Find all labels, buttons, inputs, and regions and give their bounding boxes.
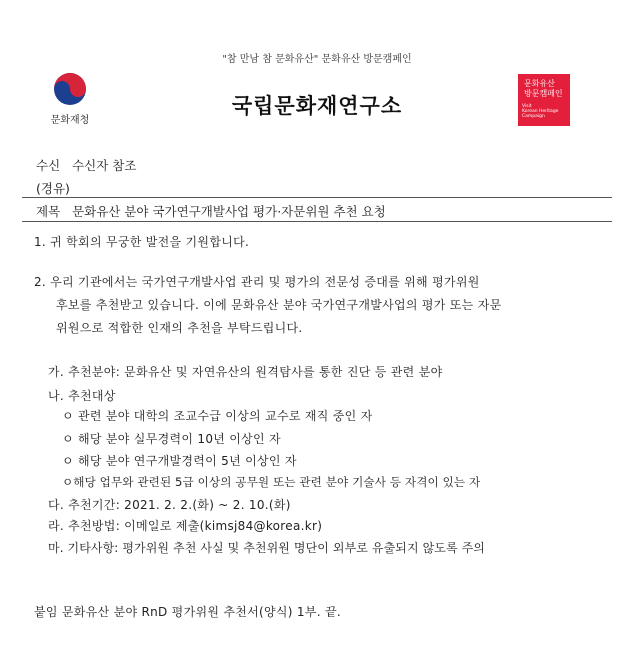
via-line: (경유)	[36, 181, 70, 196]
campaign-logo-line5: Campaign	[522, 114, 545, 119]
bullet-4: ㅇ해당 업무와 관련된 5급 이상의 공무원 또는 관련 분야 기술사 등 자격이 있는 자	[62, 475, 481, 489]
recipient-label: 수신	[36, 158, 61, 173]
item-na: 나. 추천대상	[48, 389, 116, 403]
campaign-logo-line2: 방문캠페인	[524, 89, 563, 98]
item-ma: 마. 기타사항: 평가위원 추천 사실 및 추천위원 명단이 외부로 유출되지 않도록 주의	[48, 541, 485, 555]
paragraph-2-line-3: 위원으로 적합한 인재의 추천을 부탁드립니다.	[56, 321, 303, 335]
paragraph-1: 1. 귀 학회의 무궁한 발전을 기원합니다.	[34, 235, 250, 249]
campaign-logo-line4: Korean Heritage	[522, 109, 559, 114]
subject-label: 제목	[36, 204, 61, 219]
item-ga: 가. 추천분야: 문화유산 및 자연유산의 원격탐사를 통한 진단 등 관련 분야	[48, 365, 443, 379]
item-da: 다. 추천기간: 2021. 2. 2.(화) ~ 2. 10.(화)	[48, 498, 291, 512]
subject-top-rule	[22, 197, 612, 198]
attachment-line: 붙임 문화유산 분야 RnD 평가위원 추천서(양식) 1부. 끝.	[34, 605, 341, 619]
paragraph-2-line-1: 2. 우리 기관에서는 국가연구개발사업 관리 및 평가의 전문성 증대를 위해 평가위원	[34, 275, 480, 289]
visit-heritage-campaign-logo	[518, 74, 570, 126]
bullet-1: ㅇ 관련 분야 대학의 조교수급 이상의 교수로 재직 중인 자	[62, 409, 373, 423]
subject-line	[36, 202, 386, 220]
campaign-logo-line1: 문화유산	[524, 79, 555, 88]
subject-text: 문화유산 분야 국가연구개발사업 평가·자문위원 추천 요청	[72, 204, 386, 219]
campaign-logo-line3: Visit	[522, 104, 532, 109]
recipient-value: 수신자 참조	[72, 158, 137, 173]
campaign-slogan: "참 만남 참 문화유산" 문화유산 방문캠페인	[222, 54, 412, 65]
agency-name: 문화재청	[50, 115, 90, 126]
institute-title: 국립문화재연구소	[231, 94, 403, 118]
bullet-3: ㅇ 해당 분야 연구개발경력이 5년 이상인 자	[62, 454, 297, 468]
item-ra: 라. 추천방법: 이메일로 제출(kimsj84@korea.kr)	[48, 519, 323, 533]
bullet-2: ㅇ 해당 분야 실무경력이 10년 이상인 자	[62, 432, 281, 446]
subject-bottom-rule	[22, 221, 612, 222]
recipient-line	[36, 156, 136, 174]
paragraph-2-line-2: 후보를 추천받고 있습니다. 이에 문화유산 분야 국가연구개발사업의 평가 또는 자문	[56, 298, 502, 312]
